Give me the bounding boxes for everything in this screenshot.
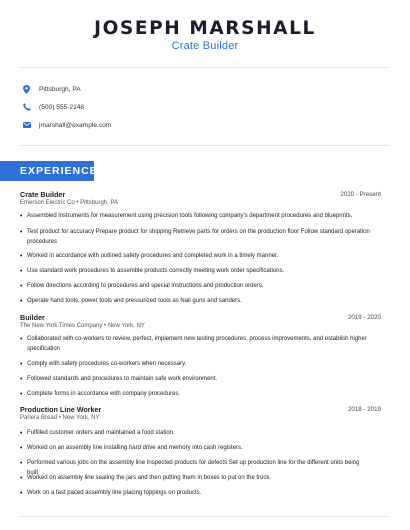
map-pin-icon [22, 84, 31, 94]
list-item: • Comply with safety procedures co-workers when necessary. [20, 361, 187, 368]
company-name: Panera Bread [20, 415, 58, 421]
list-item: • Fulfilled customer orders and maintained a food station. [20, 430, 175, 437]
list-item: • Follow directions according to procedures and special instructions and production orders. [20, 283, 264, 290]
job-title: Production Line Worker [20, 405, 102, 414]
bullet-dot: • [20, 361, 23, 368]
contact-email [22, 118, 111, 132]
list-item: • Assembled instruments for measurement using precision tools following company's department procedures and blueprints. [20, 213, 353, 220]
contact-phone [22, 100, 84, 114]
job-dates: 2019 - 2020 [347, 314, 381, 321]
bullet-dot: • [20, 376, 23, 383]
list-item: • Work on a fast paced assembly line placing toppings on products. [20, 490, 202, 497]
job-company-line: Emerson Electric Co • Pittsburgh, PA [20, 200, 119, 206]
bullet-dot: • [20, 490, 23, 497]
bullet-dot: • [20, 460, 23, 467]
list-item: • Followed standards and procedures to maintain safe work environment. [20, 376, 218, 383]
bullet-dot: • [20, 253, 23, 260]
list-item: • Performed various jobs on the assembly line Inspected products for defects Set up production line for the different units being built [20, 460, 360, 476]
phone-icon [22, 102, 31, 112]
bullet-dot: • [20, 298, 23, 305]
list-item: • Worked on an assembly line installing hard drive and memory into cash registers. [20, 445, 243, 452]
company-location: New York, NY [62, 415, 100, 421]
list-item: • Worked in accordance with outlined safety procedures and completed work in a timely manner. [20, 253, 279, 260]
bullet-dot: • [20, 475, 23, 482]
list-item: • Complete forms in accordance with company procedures. [20, 391, 181, 398]
email-text: jmarshall@example.com [39, 121, 112, 129]
list-item: • Worked on assembly line sealing the jars and then putting them in boxes to put on the truck. [20, 475, 272, 482]
company-location: Pittsburgh, PA [80, 200, 119, 206]
phone-text: (500) 555-2148 [39, 103, 85, 111]
candidate-name: JOSEPH MARSHALL [94, 18, 316, 39]
bullet-dot: • [20, 268, 23, 275]
bullet-dot: • [20, 229, 23, 236]
divider [20, 516, 390, 517]
divider [20, 67, 390, 68]
bullet-dot: • [20, 283, 23, 290]
company-name: Emerson Electric Co [20, 200, 75, 206]
job-dates: 2018 - 2019 [347, 406, 381, 413]
company-name: The New York Times Company [20, 323, 103, 329]
list-item: • Test product for accuracy Prepare product for shipping Retrieve parts for orders on the production floor Follow standard operation procedures [20, 229, 370, 245]
bullet-dot: • [20, 391, 23, 398]
job-dates: 2020 - Present [340, 191, 381, 198]
bullet-dot: • [20, 445, 23, 452]
list-item: • Collaborated with co-workers to review, perfect, implement new testing procedures, process improvements, and establish higher specification [20, 336, 367, 352]
job-title: Crate Builder [20, 190, 66, 199]
bullet-dot: • [20, 430, 23, 437]
job-role: Crate Builder [171, 40, 239, 52]
location-text: Pittsburgh, PA [39, 85, 81, 93]
contact-location [22, 82, 81, 96]
list-item: • Use standard work procedures to assemble products correctly meeting work order specifications. [20, 268, 285, 275]
section-title-experience: EXPERIENCE [0, 161, 94, 181]
company-location: New York, NY [107, 323, 145, 329]
bullet-dot: • [20, 336, 23, 343]
bullet-dot: • [20, 213, 23, 220]
job-company-line: The New York Times Company • New York, NY [20, 323, 145, 329]
list-item: • Operate hand tools, power tools and pressurized tools as Nail guns and sanders. [20, 298, 242, 305]
job-company-line: Panera Bread • New York, NY [20, 415, 100, 421]
mail-icon [22, 120, 31, 130]
job-title: Builder [20, 313, 45, 322]
divider [20, 145, 390, 146]
